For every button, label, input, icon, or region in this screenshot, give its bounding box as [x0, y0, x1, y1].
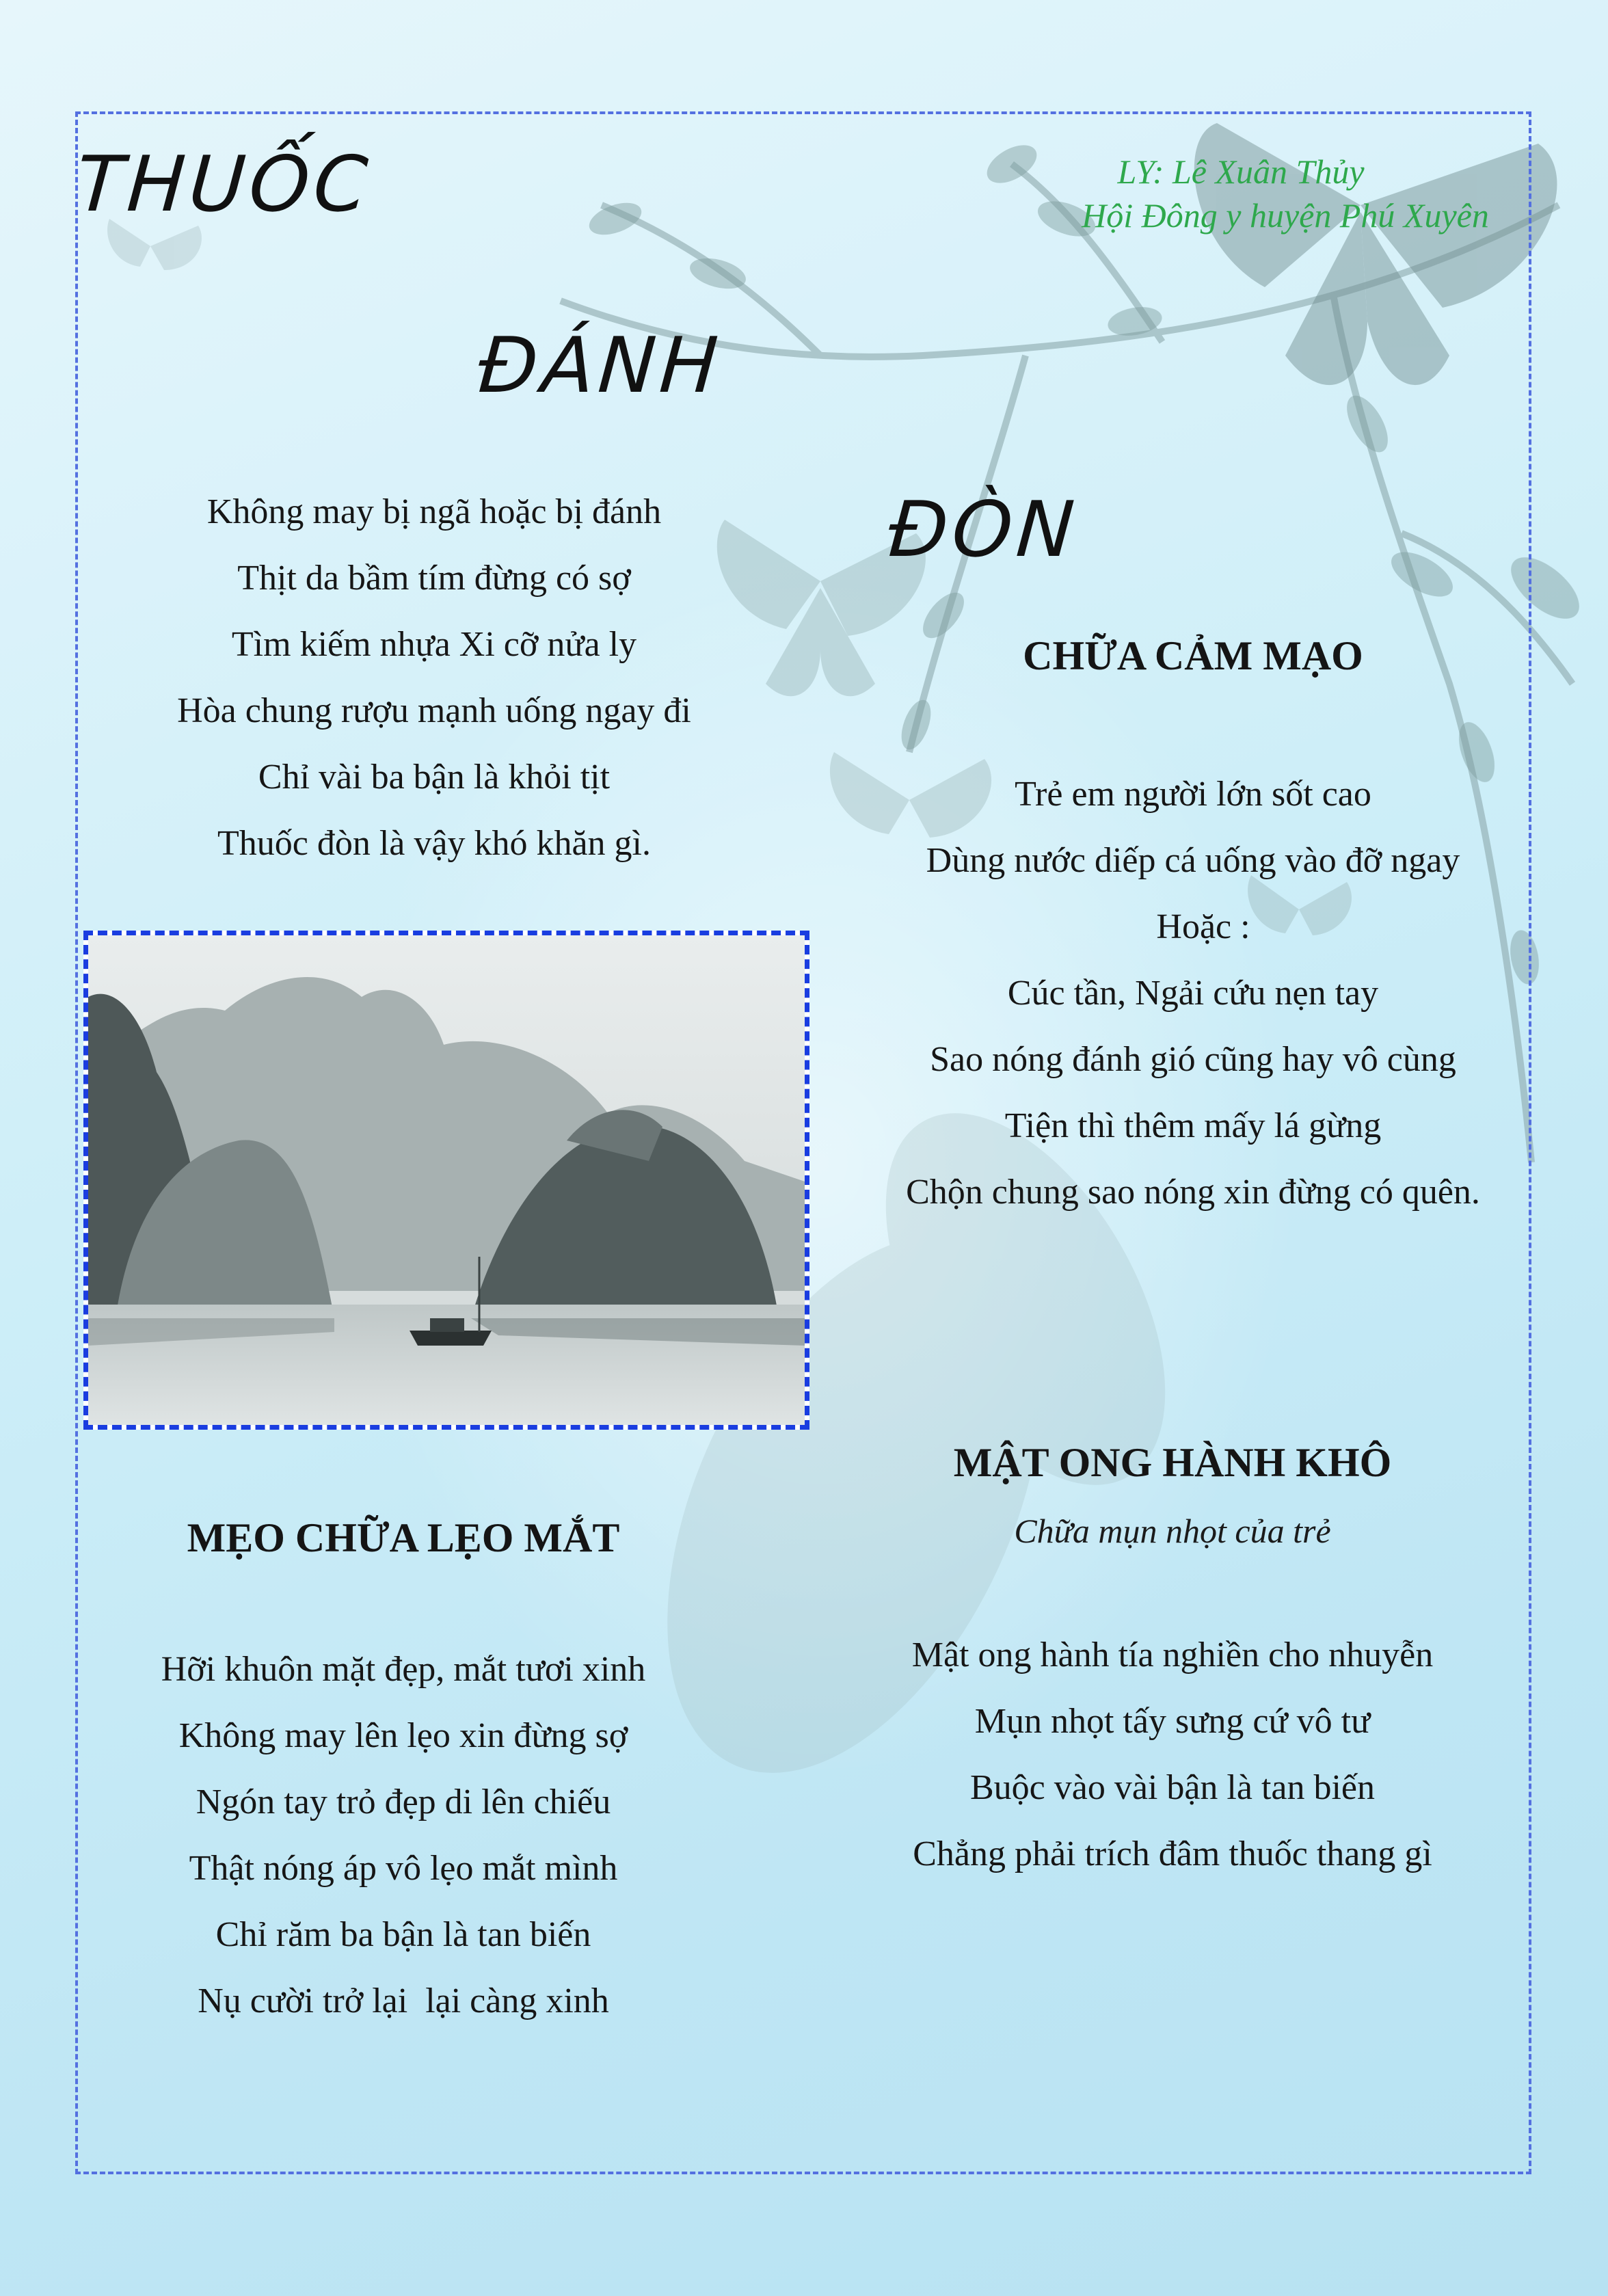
poem-line: Mụn nhọt tấy sưng cứ vô tư: [974, 1702, 1371, 1741]
poem-meo-chua-leo-mat: [79, 1636, 728, 2034]
poem-line: Thật nóng áp vô lẹo mắt mình: [189, 1849, 618, 1888]
poem-line: Hoặc :: [1156, 907, 1250, 946]
author-block: [1026, 152, 1545, 235]
title-word-thuoc: THUỐC: [73, 140, 375, 229]
poem-line: Chộn chung sao nóng xin đừng có quên.: [906, 1173, 1480, 1212]
poem-line: Buộc vào vài bận là tan biến: [969, 1768, 1376, 1807]
poem-line: Tiện thì thêm mấy lá gừng: [1004, 1106, 1382, 1145]
author-affiliation: Hội Đông y huyện Phú Xuyên: [1082, 196, 1489, 235]
author-name: LY: Lê Xuân Thủy: [1117, 152, 1365, 191]
poem-line: Chẳng phải trích đâm thuốc thang gì: [913, 1834, 1432, 1873]
poem-thuoc-danh-don: [109, 479, 759, 877]
poem-line: Chỉ răm ba bận là tan biến: [215, 1915, 591, 1954]
poem-line: Dùng nước diếp cá uống vào đỡ ngay: [926, 841, 1460, 880]
poem-line: Hòa chung rượu mạnh uống ngay đi: [177, 691, 691, 730]
poem-line: Thuốc đòn là vậy khó khăn gì.: [217, 824, 651, 863]
poem-line: Ngón tay trỏ đẹp di lên chiếu: [196, 1783, 611, 1821]
misty-mountain-lake-photo: [88, 935, 805, 1425]
poem-mat-ong-hanh-kho: [848, 1622, 1497, 1887]
poem-line: Thịt da bầm tím đừng có sợ: [237, 559, 631, 598]
poem-line: Cúc tần, Ngải cứu nẹn tay: [1007, 974, 1379, 1013]
landscape-photo-frame: [83, 931, 809, 1430]
title-word-danh: ĐÁNH: [475, 321, 725, 410]
poem-chua-cam-mao: [868, 761, 1518, 1225]
poem-line: Trẻ em người lớn sốt cao: [1015, 775, 1371, 814]
poem-line: Mật ong hành tía nghiền cho nhuyễn: [911, 1636, 1434, 1674]
poem-line: Sao nóng đánh gió cũng hay vô cùng: [930, 1040, 1456, 1079]
heading-chua-cam-mao: CHỮA CẢM MẠO: [1023, 633, 1363, 678]
poem-line: Hỡi khuôn mặt đẹp, mắt tươi xinh: [161, 1650, 646, 1689]
poem-line: Nụ cười trở lại lại càng xinh: [198, 1981, 609, 2020]
poem-line: Chỉ vài ba bận là khỏi tịt: [258, 758, 611, 797]
poem-line: Tìm kiếm nhựa Xi cỡ nửa ly: [231, 625, 637, 664]
poem-line: Không may bị ngã hoặc bị đánh: [206, 492, 662, 531]
title-word-don: ĐÒN: [885, 485, 1082, 574]
subtitle-mat-ong-hanh-kho: Chữa mụn nhọt của trẻ: [1014, 1512, 1331, 1550]
heading-mat-ong-hanh-kho: MẬT ONG HÀNH KHÔ: [953, 1440, 1392, 1485]
heading-meo-chua-leo-mat: MẸO CHỮA LẸO MẮT: [187, 1515, 620, 1560]
poem-line: Không may lên lẹo xin đừng sợ: [178, 1716, 628, 1755]
